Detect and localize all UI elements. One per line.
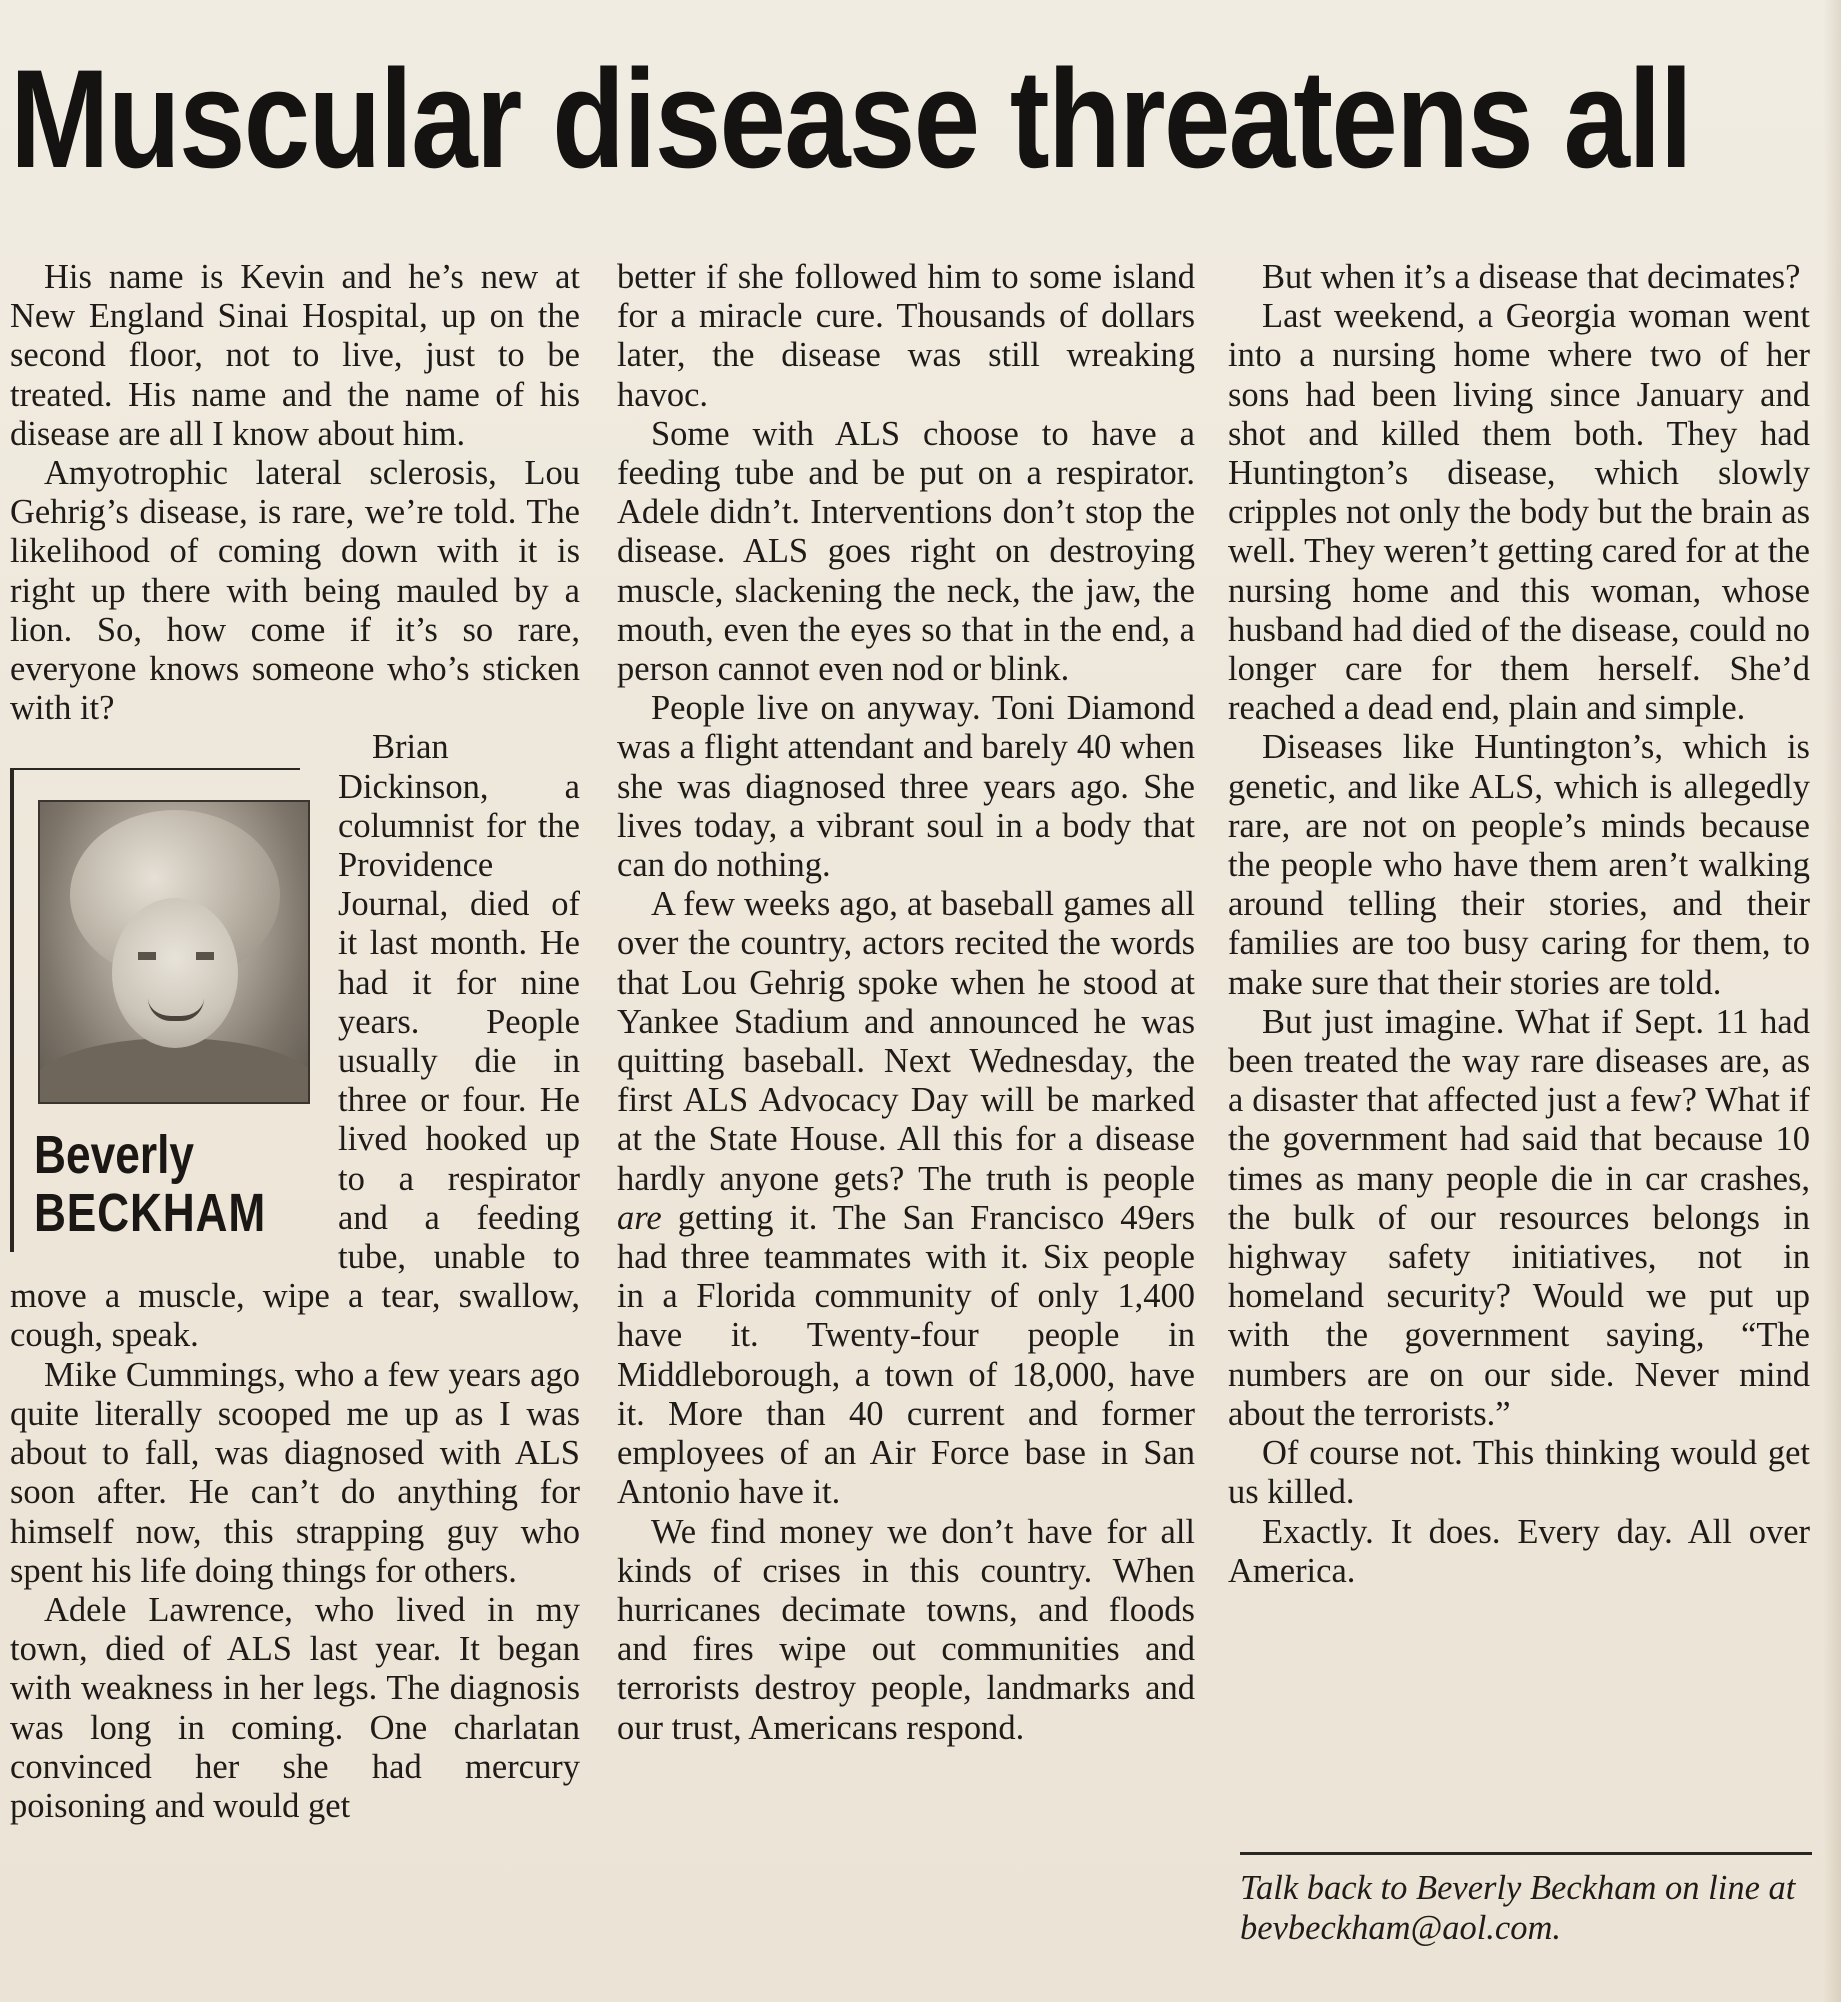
paragraph: better if she followed him to some island for a miracle cure. Thousands of dollars later, the disease was still wreaking havoc. <box>617 258 1195 414</box>
paragraph: Mike Cummings, who a few years ago quite literally scooped me up as I was about to fall, was diagnosed with ALS soon after. He can’t do anything for himself now, this strapping guy who spent his life doing things for others. <box>10 1355 580 1590</box>
paragraph: Adele Lawrence, who lived in my town, died of ALS last year. It began with weakness in her legs. The diagnosis was long in coming. One charlatan convinced her she had mercury poisoning and would get <box>10 1590 580 1825</box>
paragraph: But when it’s a disease that decimates? <box>1262 258 1801 296</box>
columnist-photo <box>38 800 310 1104</box>
headline: Muscular disease threatens all <box>10 40 1692 197</box>
byline-first-name: Beverly <box>34 1125 195 1186</box>
paragraph: Exactly. It does. Every day. All over America. <box>1228 1512 1810 1590</box>
paragraph: Last weekend, a Georgia woman went into a nursing home where two of her sons had been living since January and shot and killed them both. They had Huntington’s disease, which slowly cripples not only the body but the brain as well. They weren’t getting cared for at the nursing home and this woman, whose husband had died of the disease, could no longer care for them herself. She’d reached a dead end, plain and simple. <box>1228 297 1810 728</box>
paragraph-text: Amyotrophic lateral sclerosis, Lou Gehrig’s disease, is rare, we’re told. The likelihood of coming down with it is right up there with being mauled by a lion. So, how come if it’s so rare, everyone knows someone who’s sticken with it? <box>10 454 580 728</box>
paragraph: But just imagine. What if Sept. 11 had been treated the way rare diseases are, as a disaster that affected just a few? What if the government had said that because 10 times as many people die in car crashes, the bulk of our resources belongs in highway safety initiatives, not in homeland security? Would we put up with the government saying, “The numbers are on our side. Never mind about the terrorists.” <box>1228 1002 1810 1433</box>
paragraph: Some with ALS choose to have a feeding tube and be put on a respirator. Adele didn’t. Interventions don’t stop the disease. ALS goes right on destroying muscle, slackening the neck, the jaw, the mouth, even the eyes so that in the end, a person cannot even nod or blink. <box>617 414 1195 689</box>
paragraph <box>617 885 1195 1512</box>
paragraph-text: A few weeks ago, at baseball games all over the country, actors recited the words that Lou Gehrig spoke when he stood at Yankee Stadium and announced he was quitting baseball. Next Wednesday, the first ALS Advocacy Day will be marked at the State House. All this for a disease hardly anyone gets? <box>617 885 1195 1198</box>
box-rule <box>10 768 300 770</box>
box-frame <box>10 768 14 1252</box>
byline-last-name: BECKHAM <box>34 1183 267 1244</box>
paragraph: His name is Kevin and he’s new at New England Sinai Hospital, up on the second floor, not to live, just to be treated. His name and the name of his disease are all I know about him. <box>10 258 580 453</box>
talkback-note: Talk back to Beverly Beckham on line at bevbeckham@aol.com. <box>1240 1869 1796 1947</box>
paragraph <box>10 454 580 728</box>
paragraph: Diseases like Huntington’s, which is genetic, and like ALS, which is allegedly rare, are not on people’s minds because the people who have them aren’t walking around telling their stories, and their families are too busy caring for them, to make sure that their stories are told. <box>1228 728 1810 1002</box>
talkback-rule <box>1240 1852 1812 1855</box>
paragraph-text: The truth is people <box>918 1159 1195 1198</box>
emphasis-text: are <box>617 1198 662 1237</box>
columnist-box <box>10 734 318 1262</box>
byline <box>34 1126 266 1242</box>
paragraph: We find money we don’t have for all kinds of crises in this country. When hurricanes decimate towns, and floods and fires wipe out communities and terrorists destroy people, landmarks and our trust, Americans respond. <box>617 1512 1195 1747</box>
article-column-2 <box>617 258 1195 1748</box>
paragraph-text: getting it. The San Francisco 49ers had three teammates with it. Six people in a Florida community of only 1,400 have it. Twenty-four people in Middleborough, a town of 18,000, have it. More than 40 current and former employees of an Air Force base in San Antonio have it. <box>617 1198 1196 1512</box>
paragraph: Brian Dickinson, a columnist for the Providence Journal, died of it last month. He had it for nine years. People usually die in three or four. He lived hooked up to a respirator and a feeding tube, unable to move a muscle, wipe a tear, swallow, cough, speak. <box>10 728 580 1355</box>
paragraph: Of course not. This thinking would get us killed. <box>1228 1434 1810 1512</box>
paragraph: People live on anyway. Toni Diamond was a flight attendant and barely 40 when she was diagnosed three years ago. She lives today, a vibrant soul in a body that can do nothing. <box>617 689 1195 885</box>
article-column-3 <box>1228 258 1810 1591</box>
article-column-1 <box>10 258 580 1826</box>
